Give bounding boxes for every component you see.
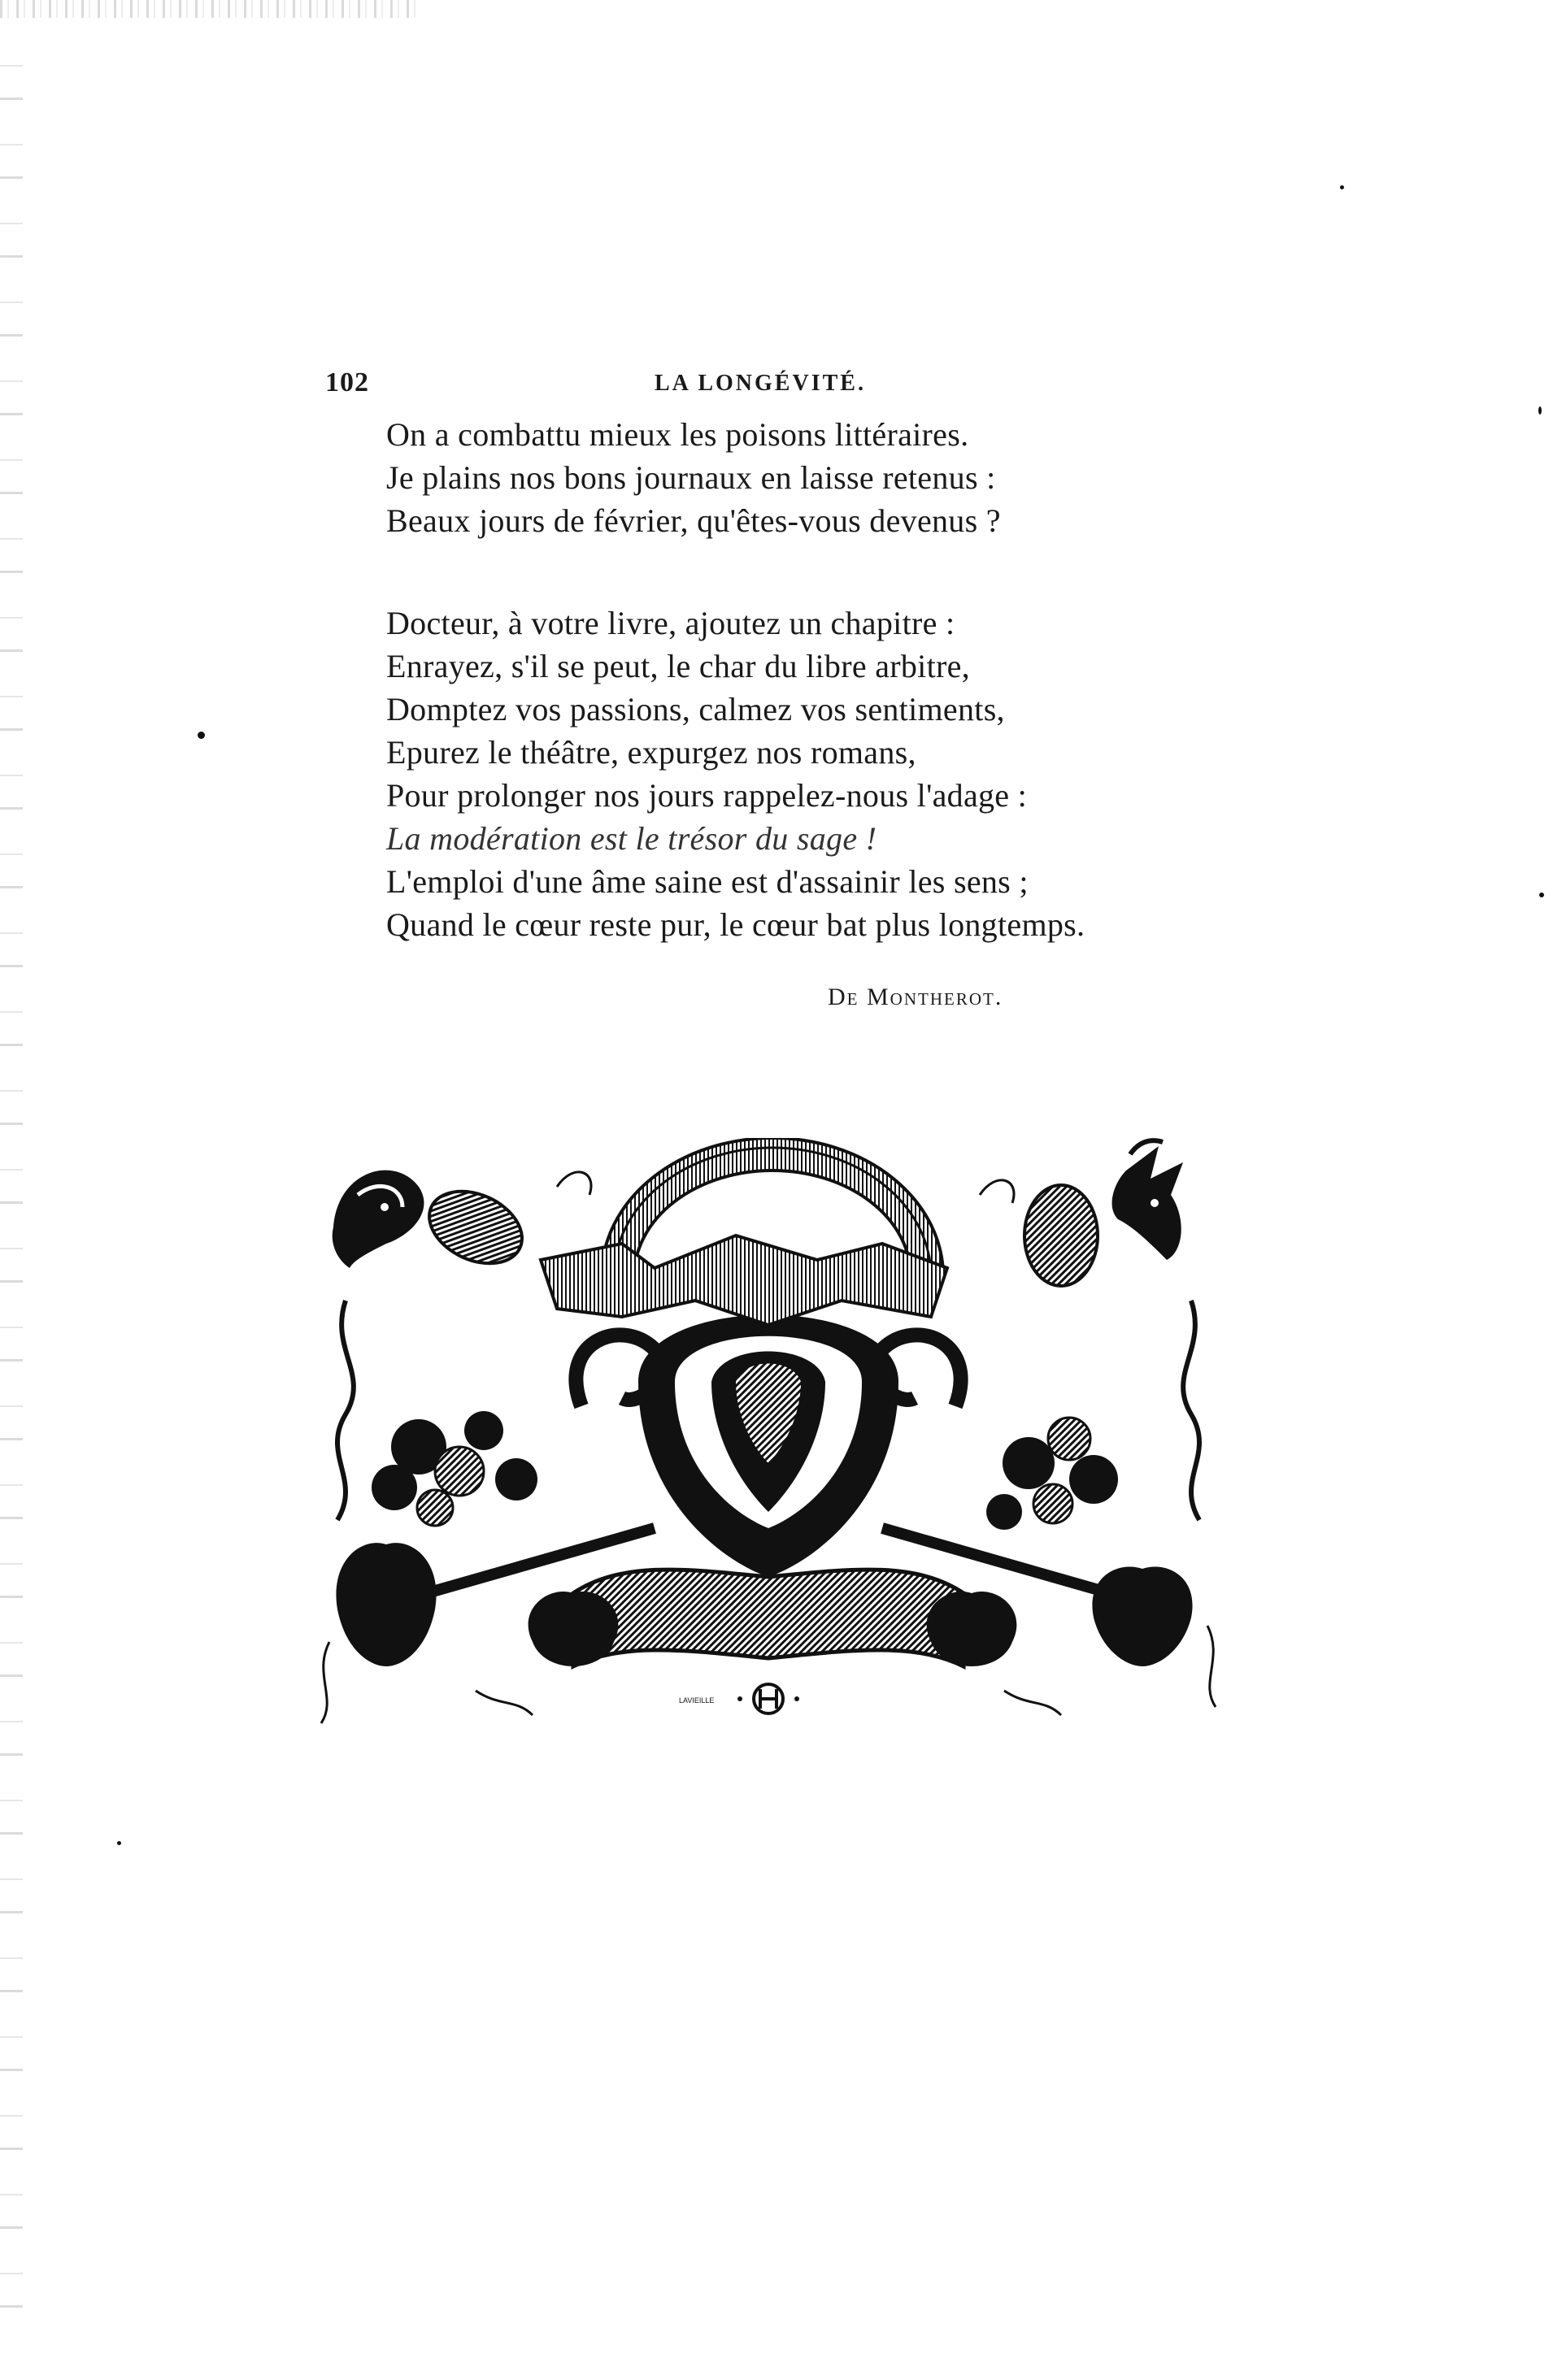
scan-edge-artifact: [0, 0, 423, 18]
vignette-illustration: [313, 1138, 1224, 1756]
poem-line: Epurez le théâtre, expurgez nos romans,: [386, 734, 916, 771]
vase-left: [336, 1543, 436, 1666]
poem-line: Domptez vos passions, calmez vos sentiments,: [386, 691, 1005, 727]
poem-line: Beaux jours de février, qu'êtes-vous devenus ?: [386, 502, 1001, 539]
author-signature: De Montherot.: [828, 984, 1003, 1010]
scan-edge-artifact: [0, 65, 23, 2341]
fruit-cluster-right: [986, 1418, 1118, 1530]
poem-stanza-1: [386, 413, 1199, 542]
poem-line: On a combattu mieux les poisons littéraires.: [386, 416, 969, 453]
fruit-cluster-left: [372, 1411, 537, 1526]
ink-speck: [1340, 185, 1344, 189]
poem-line-italic-maxim: La modération est le trésor du sage !: [386, 820, 877, 857]
ink-speck: [198, 732, 205, 739]
goat-head-right: [1112, 1140, 1183, 1260]
pine-cone-right: [1024, 1185, 1098, 1286]
ink-speck: [117, 1841, 121, 1845]
vase-right: [1092, 1567, 1192, 1667]
ram-head-left: [333, 1170, 424, 1268]
poem-line: Enrayez, s'il se peut, le char du libre arbitre,: [386, 648, 970, 684]
page-number: 102: [325, 367, 369, 397]
scroll-bottom: [573, 1570, 964, 1666]
poem-line: Docteur, à votre livre, ajoutez un chapitre :: [386, 605, 955, 641]
engraver-mark: LAVIEILLE: [679, 1696, 715, 1705]
ink-speck: [1538, 406, 1542, 415]
page-header: [325, 367, 1187, 408]
poem-line: Quand le cœur reste pur, le cœur bat plus longtemps.: [386, 906, 1085, 943]
poem-line: L'emploi d'une âme saine est d'assainir les sens ;: [386, 863, 1029, 900]
ink-speck: [1539, 892, 1544, 897]
engraver-monogram: [737, 1684, 799, 1713]
poem-line: Pour prolonger nos jours rappelez-nous l'adage :: [386, 777, 1028, 814]
drapery-banner: [541, 1236, 947, 1325]
running-head: LA LONGÉVITÉ.: [655, 371, 866, 396]
vine-right: [1183, 1301, 1199, 1520]
jug-center-right: [927, 1592, 1017, 1666]
poem-stanza-2: [386, 602, 1199, 946]
engraved-vignette: [313, 1138, 1224, 1756]
jug-center-left: [529, 1592, 619, 1666]
pine-cone-left: [418, 1177, 534, 1277]
vine-left: [337, 1301, 354, 1520]
poem-line: Je plains nos bons journaux en laisse retenus :: [386, 459, 996, 496]
